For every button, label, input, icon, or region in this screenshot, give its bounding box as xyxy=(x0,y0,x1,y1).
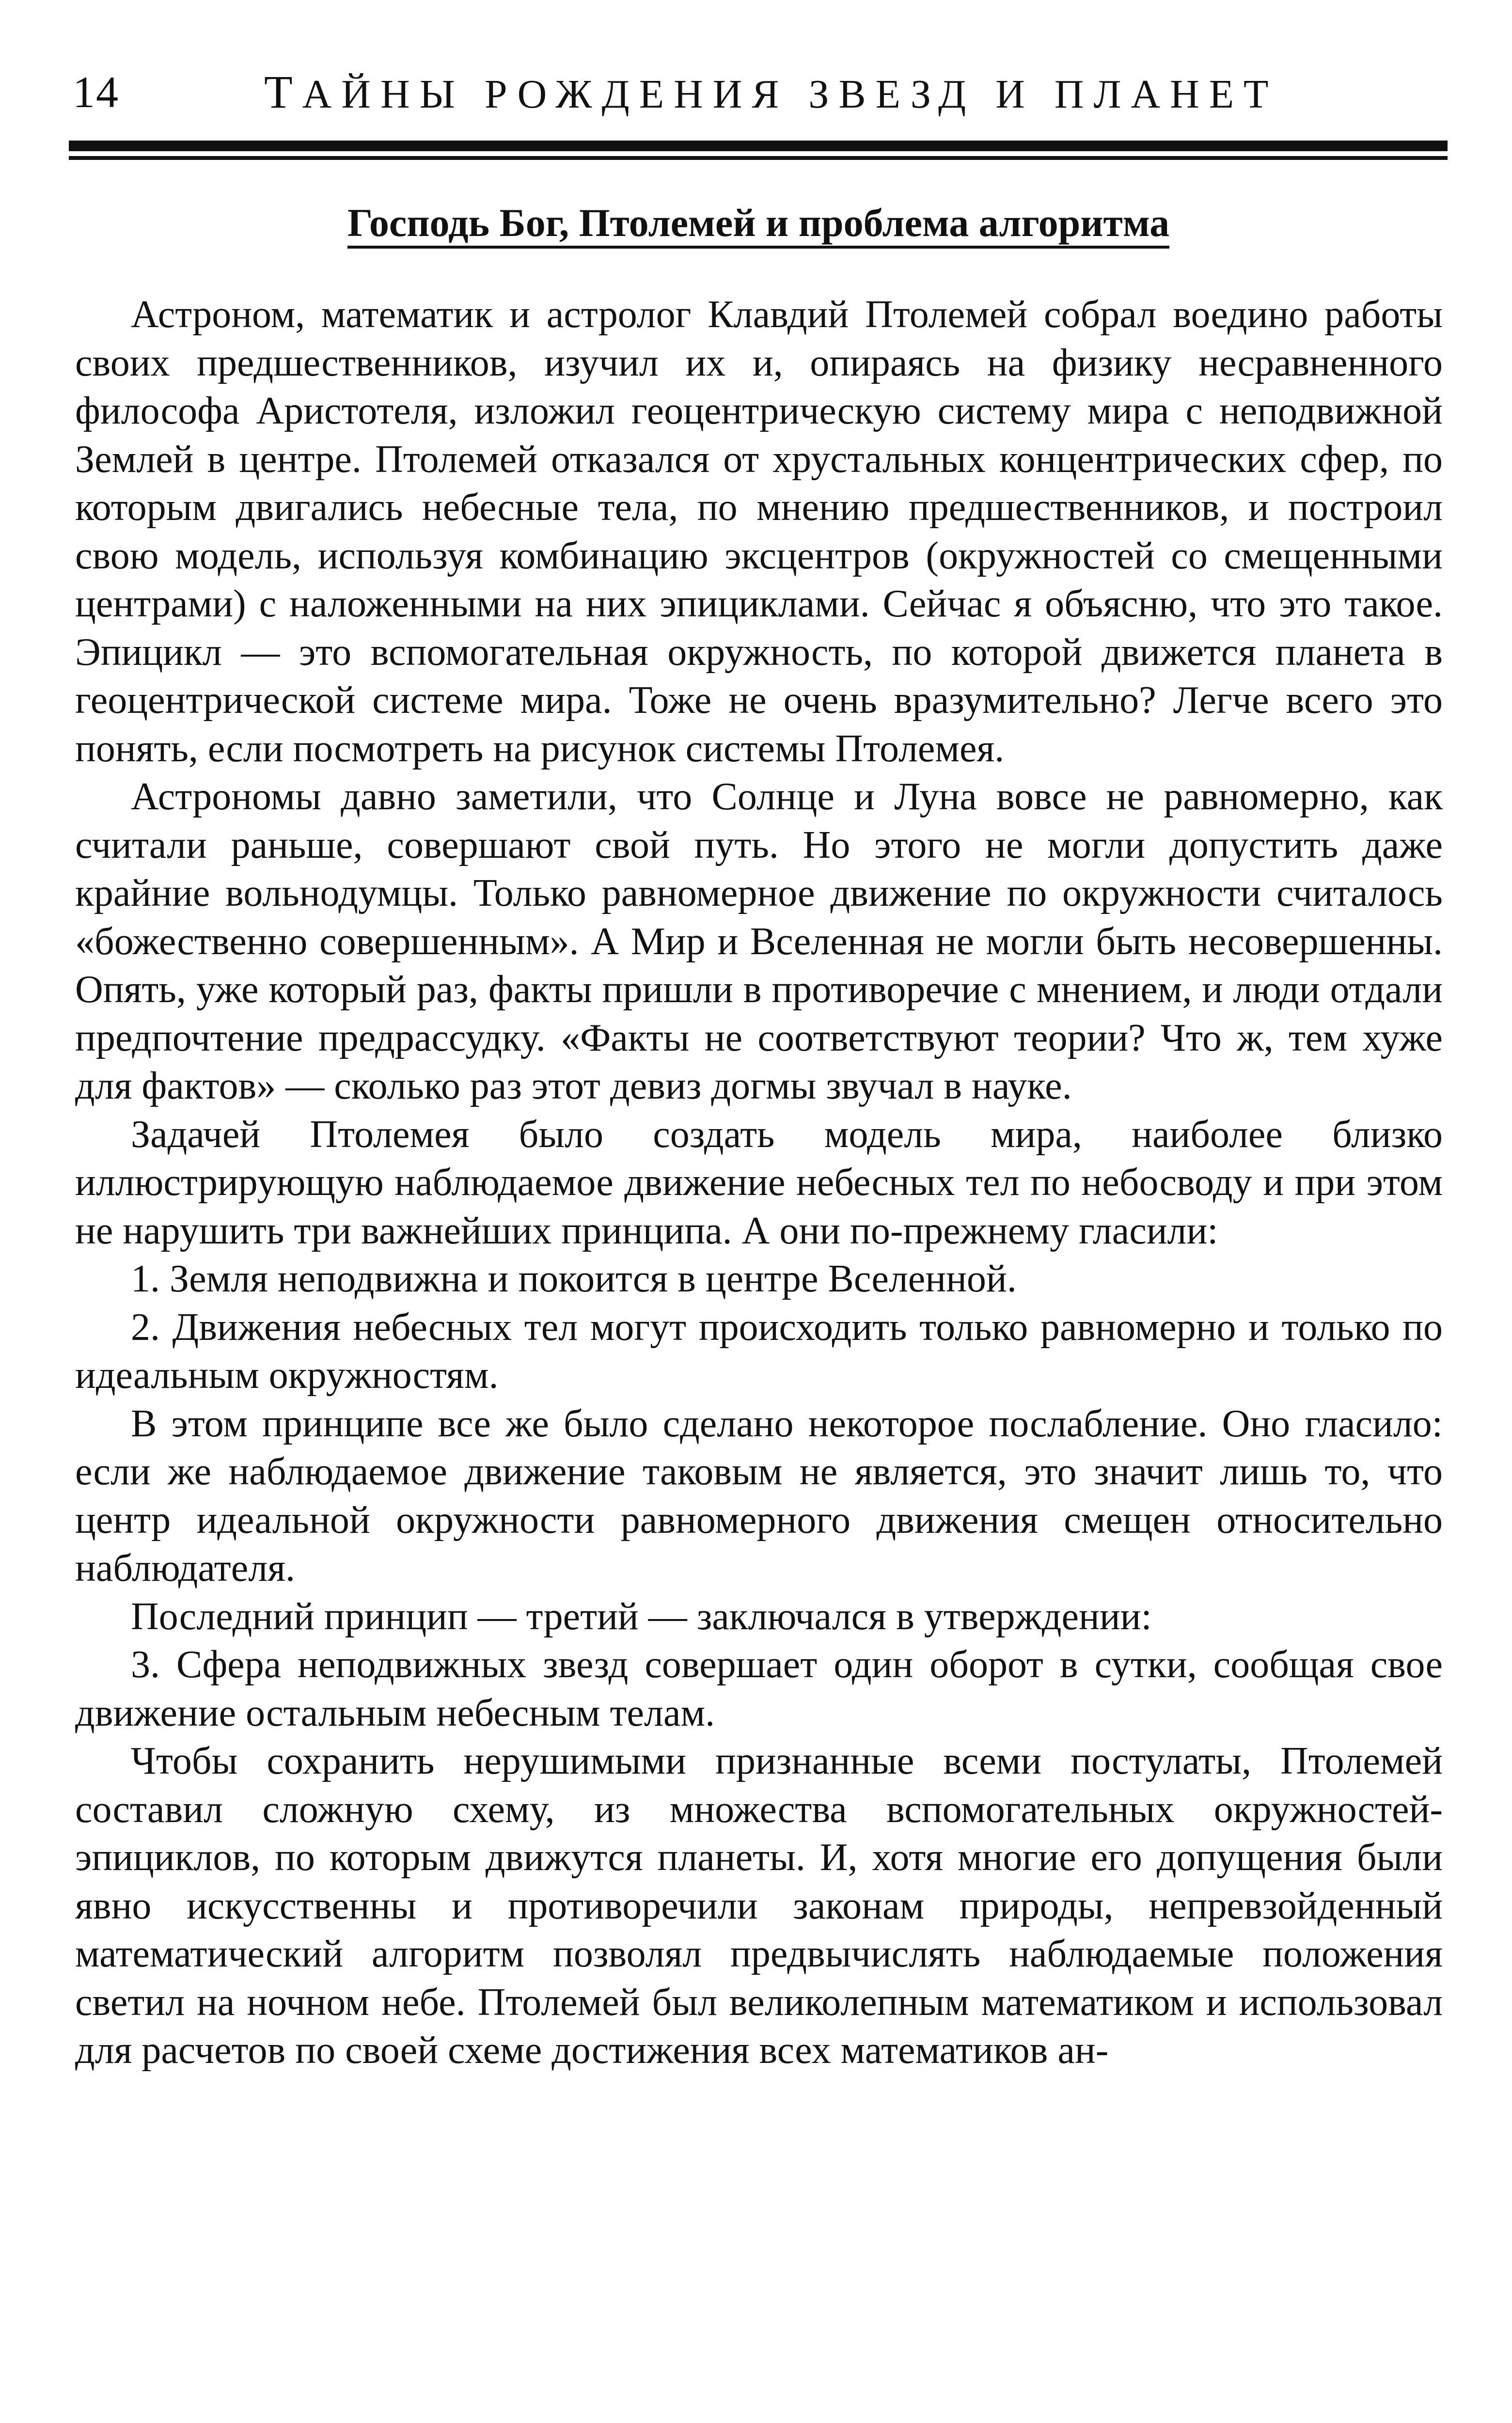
paragraph: Астрономы давно заметили, что Солнце и Луна вовсе не равномерно, как считали раньше, совершают свой путь. Но этого не могли допустить даже крайние вольнодумцы. Только равномерное движение по окружности считалось «божественно совершенным». А Мир и Вселенная не могли быть несовершенны. Опять, уже который раз, факты пришли в противоречие с мнением, и люди отдали предпочтение предрассудку. «Факты не соответствуют теории? Что ж, тем хуже для фактов» — сколько раз этот девиз догмы звучал в науке. xyxy=(75,775,1443,1107)
paragraph: В этом принципе все же было сделано некоторое послабление. Оно гласило: если же наблюдаемое движение таковым не является, это значит лишь то, что центр идеальной окружности равномерного движения смещен относительно наблюдателя. xyxy=(75,1402,1443,1589)
list-item-principle-2: 2. Движения небесных тел могут происходить только равномерно и только по идеальным окружностям. xyxy=(75,1306,1443,1397)
paragraph: Последний принцип — третий — заключался в утверждении: xyxy=(131,1595,1152,1638)
running-title-rest: АЙНЫ РОЖДЕНИЯ ЗВЕЗД И ПЛАНЕТ xyxy=(302,72,1278,117)
body-text xyxy=(75,291,1443,2075)
page-number: 14 xyxy=(73,67,119,117)
paragraph: Астроном, математик и астролог Клавдий Птолемей собрал воедино работы своих предшественников, изучил их и, опираясь на физику несравненного философа Аристотеля, изложил геоцентрическую систему мира с неподвижной Землей в центре. Птолемей отказался от хрустальных концентрических сфер, по которым двигались небесные тела, по мнению предшественников, и построил свою модель, используя комбинацию эксцентров (окружностей со смещенными центрами) с наложенными на них эпициклами. Сейчас я объясню, что это такое. Эпицикл — это вспомогательная окружность, по которой движется планета в геоцентрической системе мира. Тоже не очень вразумительно? Легче всего это понять, если посмотреть на рисунок системы Птолемея. xyxy=(75,293,1443,770)
running-title-initial: Т xyxy=(264,66,302,118)
header-rule-thick xyxy=(69,141,1448,151)
running-title xyxy=(264,63,1278,124)
list-item-principle-3: 3. Сфера неподвижных звезд совершает один оборот в сутки, сообщая свое движение остальным небесным телам. xyxy=(75,1643,1443,1734)
section-title xyxy=(73,196,1444,250)
running-head xyxy=(73,58,1447,126)
paragraph: Чтобы сохранить нерушимыми признанные всеми постулаты, Птолемей составил сложную схему, из множества вспомогательных окружностей-эпициклов, по которым движутся планеты. И, хотя многие его допущения были явно искусственны и противоречили законам природы, непревзойденный математический алгоритм позволял предвычислять наблюдаемые положения светил на ночном небе. Птолемей был великолепным математиком и использовал для расчетов по своей схеме достижения всех математиков ан- xyxy=(75,1740,1443,2072)
section-title-text: Господь Бог, Птолемей и проблема алгоритма xyxy=(347,201,1170,245)
paragraph: Задачей Птолемея было создать модель мира, наиболее близко иллюстрирующую наблюдаемое движение небесных тел по небосводу и при этом не нарушить три важнейших принципа. А они по-прежнему гласили: xyxy=(75,1113,1443,1252)
list-item-principle-1: 1. Земля неподвижна и покоится в центре Вселенной. xyxy=(131,1258,1017,1300)
header-rule-thin xyxy=(69,156,1448,160)
